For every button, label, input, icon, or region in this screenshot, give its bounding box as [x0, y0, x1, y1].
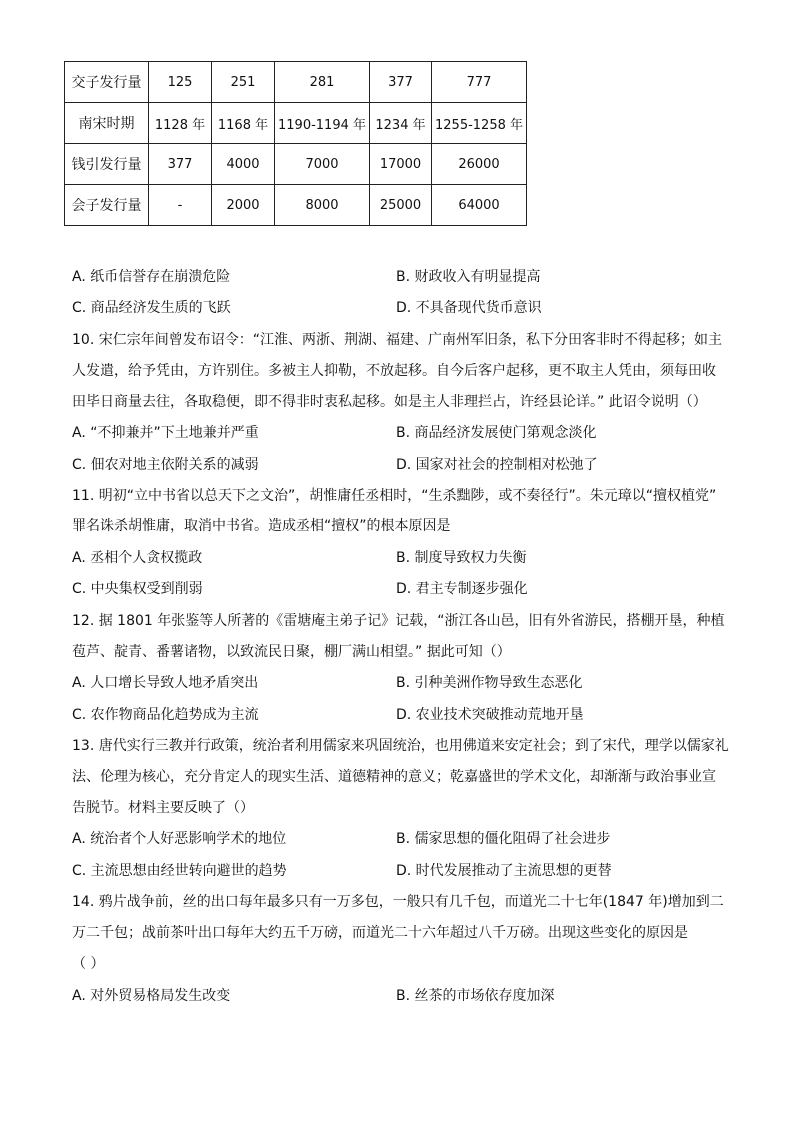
- q13-option-d: D. 时代发展推动了主流思想的更替: [396, 863, 612, 879]
- table-row: [65, 103, 527, 144]
- q10-stem-line: 10. 宋仁宗年间曾发布诏令：“江淮、两浙、荆湖、福建、广南州军旧条，私下分田客非时不得起移；如主: [72, 332, 722, 348]
- table-cell: 1190-1194 年: [275, 103, 370, 144]
- table-cell: 377: [370, 62, 432, 103]
- q10-option-a: A. “不抑兼并”下土地兼并严重: [72, 425, 259, 441]
- q12-option-d: D. 农业技术突破推动荒地开垦: [396, 707, 584, 723]
- q13-option-b: B. 儒家思想的僵化阻碍了社会进步: [396, 831, 611, 847]
- table-row: [65, 185, 527, 226]
- q12-stem-line: 苞芦、靛青、番薯诸物，以致流民日聚，棚厂满山相望。” 据此可知（）: [72, 644, 511, 660]
- q9-option-c: C. 商品经济发生质的飞跃: [72, 300, 231, 316]
- q12-option-c: C. 农作物商品化趋势成为主流: [72, 707, 259, 723]
- q11-stem-line: 罪名诛杀胡惟庸，取消中书省。造成丞相“擅权”的根本原因是: [72, 518, 451, 534]
- q9-option-d: D. 不具备现代货币意识: [396, 300, 542, 316]
- table-cell: 125: [149, 62, 212, 103]
- table-cell: 8000: [275, 185, 370, 226]
- table-cell: 1168 年: [212, 103, 275, 144]
- q10-stem-line: 田毕日商量去往，各取稳便，即不得非时衷私起移。如是主人非理拦占，许经县论详。” 此诏令说明（）: [72, 394, 707, 410]
- q13-option-c: C. 主流思想由经世转向避世的趋势: [72, 863, 287, 879]
- q11-option-c: C. 中央集权受到削弱: [72, 581, 203, 597]
- table-cell: 281: [275, 62, 370, 103]
- row-header: 交子发行量: [65, 62, 149, 103]
- row-header: 南宋时期: [65, 103, 149, 144]
- q11-option-b: B. 制度导致权力失衡: [396, 550, 527, 566]
- row-header: 会子发行量: [65, 185, 149, 226]
- q10-option-d: D. 国家对社会的控制相对松弛了: [396, 457, 598, 473]
- table-cell: 64000: [432, 185, 527, 226]
- q10-stem-line: 人发遣，给予凭由，方许别住。多被主人抑勒，不放起移。自今后客户起移，更不取主人凭由，须每田收: [72, 363, 716, 379]
- table-cell: 26000: [432, 144, 527, 185]
- table-cell: 1255-1258 年: [432, 103, 527, 144]
- table-cell: -: [149, 185, 212, 226]
- q11-option-a: A. 丞相个人贪权揽政: [72, 550, 203, 566]
- q11-option-d: D. 君主专制逐步强化: [396, 581, 528, 597]
- q10-option-c: C. 佃农对地主依附关系的减弱: [72, 457, 259, 473]
- table-cell: 17000: [370, 144, 432, 185]
- q13-stem-line: 法、伦理为核心，充分肯定人的现实生活、道德精神的意义；乾嘉盛世的学术文化，却渐渐与政治事业宣: [72, 769, 716, 785]
- issuance-table: [64, 61, 527, 226]
- q11-stem-line: 11. 明初“立中书省以总天下之文治”，胡惟庸任丞相时，“生杀黜陟，或不奏径行”。朱元璋以“擅权植党”: [72, 488, 717, 504]
- table-cell: 377: [149, 144, 212, 185]
- q9-option-a: A. 纸币信誉存在崩溃危险: [72, 269, 231, 285]
- q12-option-b: B. 引种美洲作物导致生态恶化: [396, 675, 583, 691]
- q14-stem-line: 14. 鸦片战争前，丝的出口每年最多只有一万多包，一般只有几千包，而道光二十七年(1847 年)增加到二: [72, 894, 724, 910]
- q12-stem-line: 12. 据 1801 年张鉴等人所著的《雷塘庵主弟子记》记载，“浙江各山邑，旧有外省游民，搭棚开垦，种植: [72, 613, 725, 629]
- table-cell: 777: [432, 62, 527, 103]
- q14-stem-line: 万二千包；战前茶叶出口每年大约五千万磅，而道光二十六年超过八千万磅。出现这些变化的原因是: [72, 925, 688, 941]
- q13-stem-line: 告脱节。材料主要反映了（）: [72, 800, 254, 816]
- q14-option-a: A. 对外贸易格局发生改变: [72, 988, 231, 1004]
- table-cell: 2000: [212, 185, 275, 226]
- table-cell: 7000: [275, 144, 370, 185]
- q9-option-b: B. 财政收入有明显提高: [396, 269, 541, 285]
- q14-stem-line: （ ）: [72, 956, 105, 972]
- table-cell: 251: [212, 62, 275, 103]
- q13-option-a: A. 统治者个人好恶影响学术的地位: [72, 831, 287, 847]
- row-header: 钱引发行量: [65, 144, 149, 185]
- q10-option-b: B. 商品经济发展使门第观念淡化: [396, 425, 597, 441]
- table-cell: 25000: [370, 185, 432, 226]
- table-row: [65, 144, 527, 185]
- table-cell: 1234 年: [370, 103, 432, 144]
- table-row: [65, 62, 527, 103]
- q14-option-b: B. 丝茶的市场依存度加深: [396, 988, 555, 1004]
- q12-option-a: A. 人口增长导致人地矛盾突出: [72, 675, 259, 691]
- q13-stem-line: 13. 唐代实行三教并行政策，统治者利用儒家来巩固统治，也用佛道来安定社会；到了宋代，理学以儒家礼: [72, 738, 729, 754]
- table-cell: 1128 年: [149, 103, 212, 144]
- table-cell: 4000: [212, 144, 275, 185]
